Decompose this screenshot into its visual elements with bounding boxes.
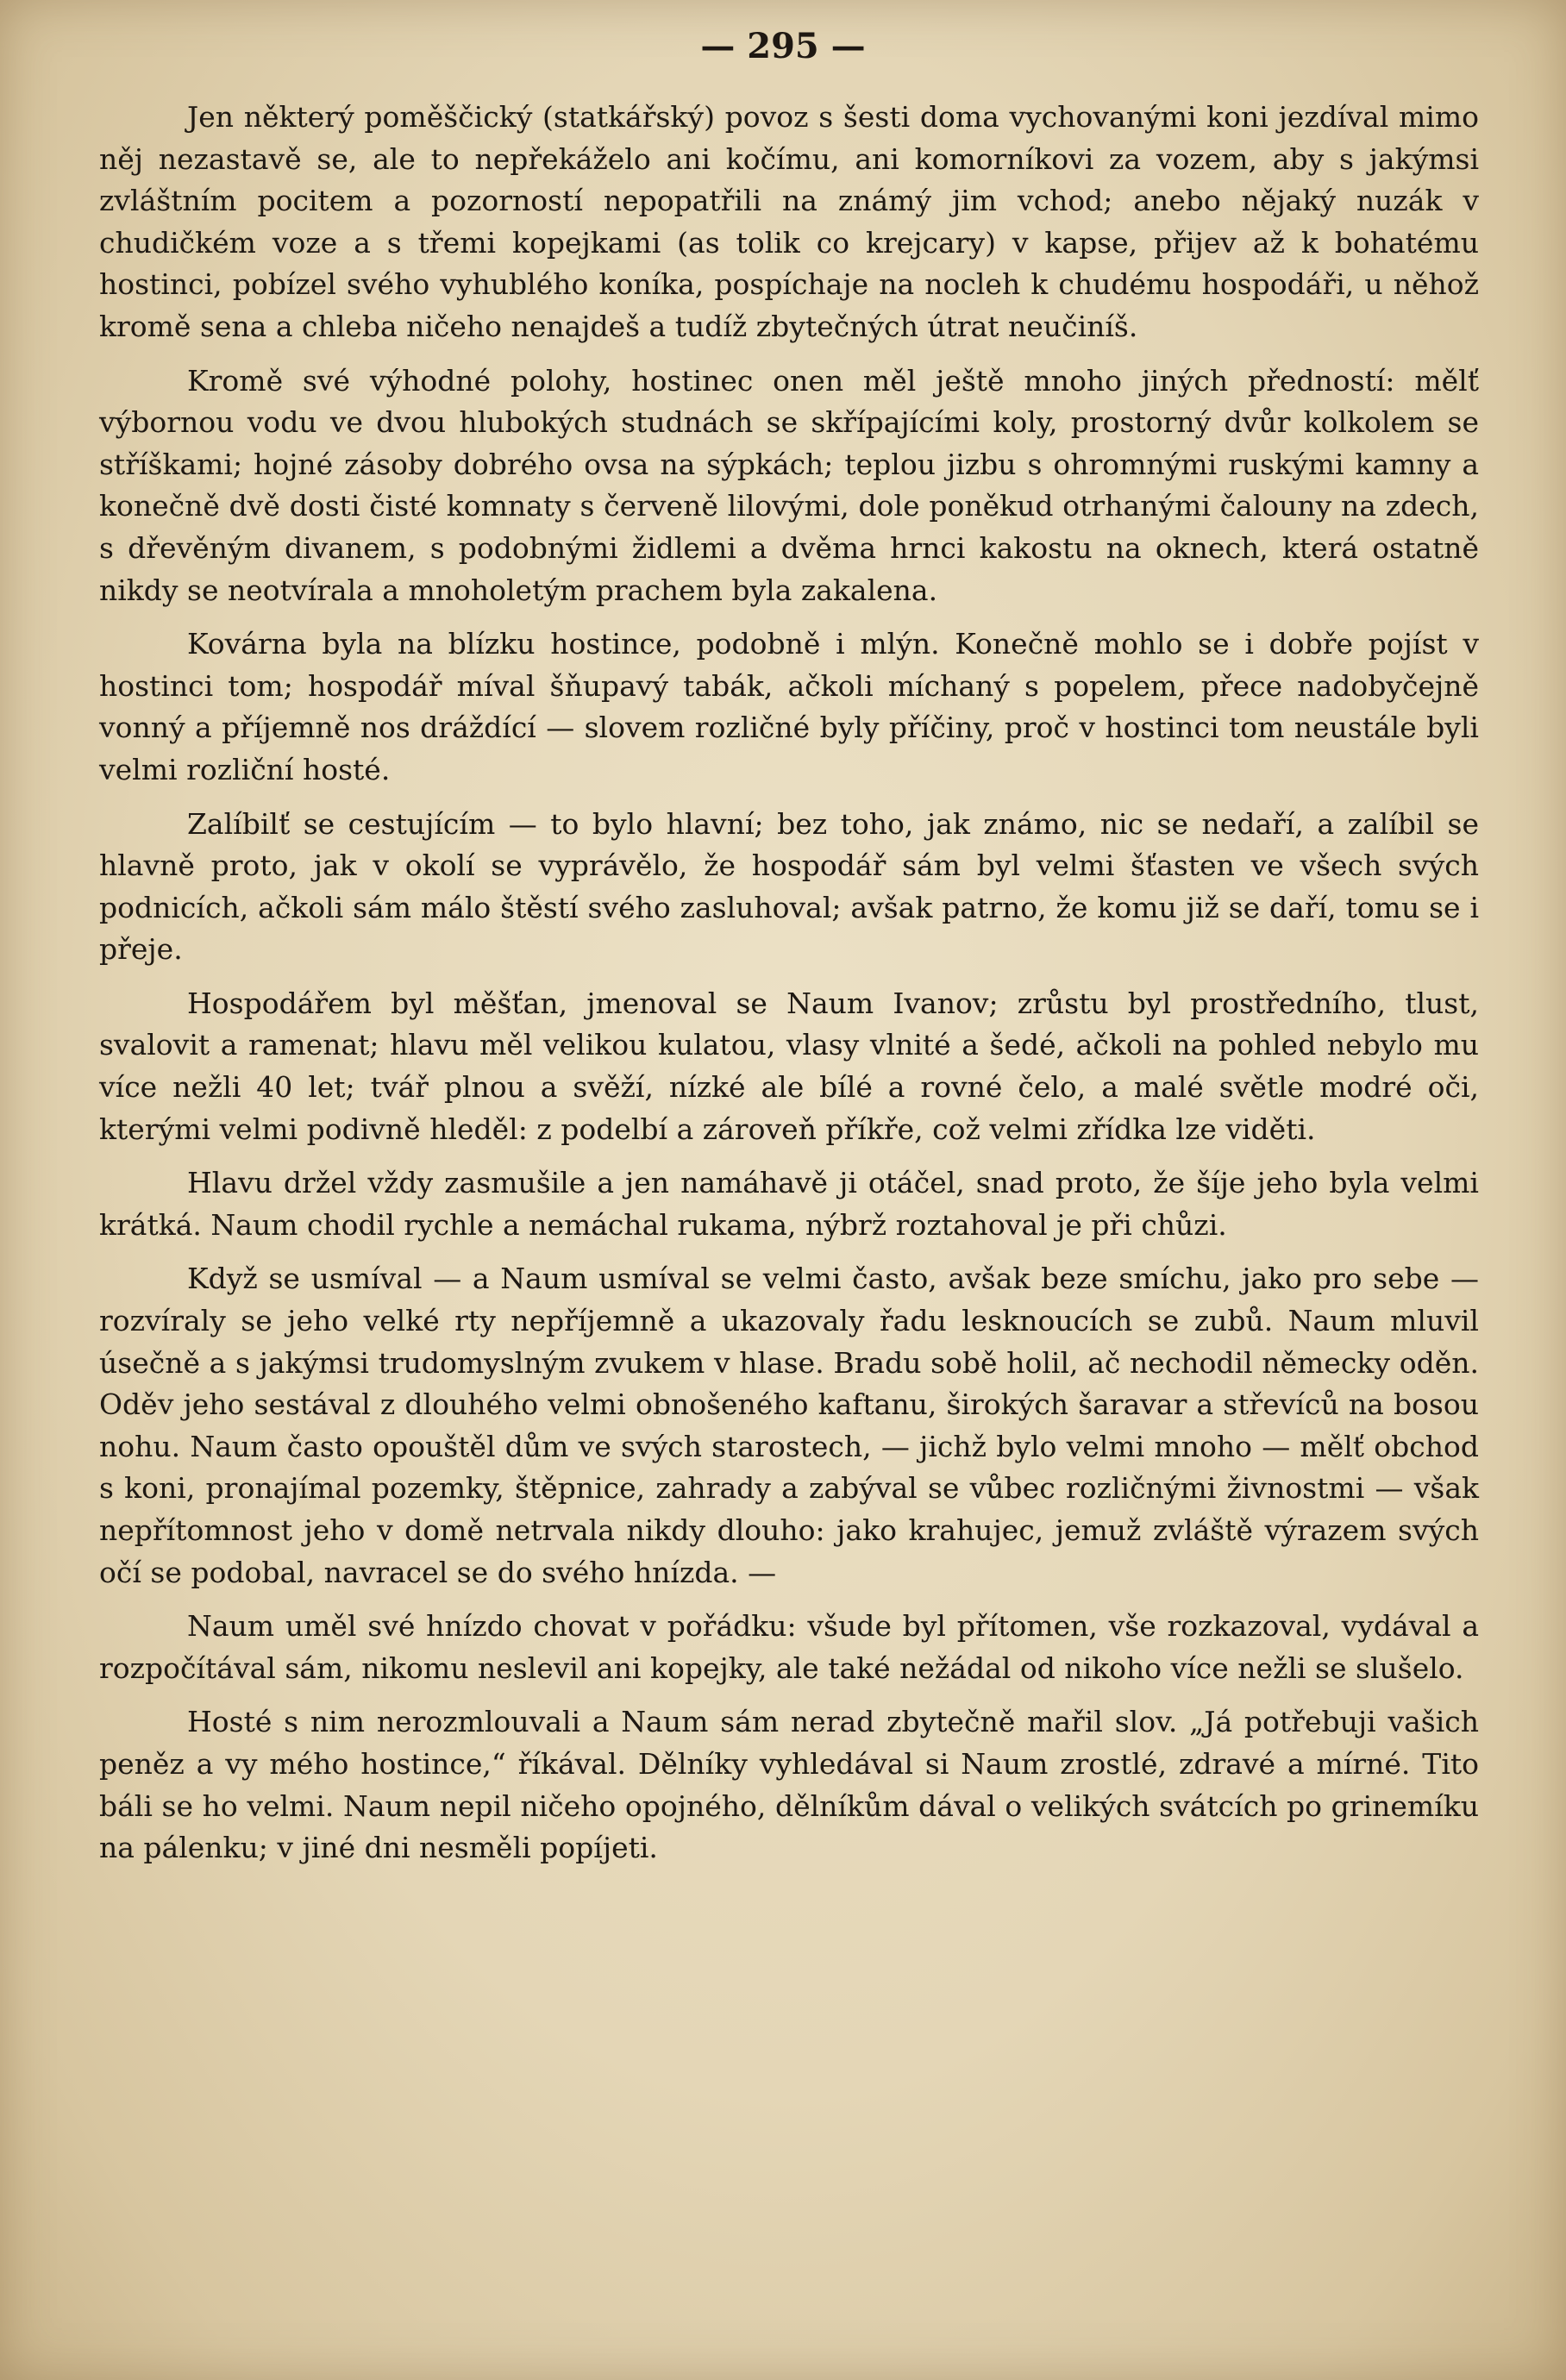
paragraph: Jen některý poměščický (statkářský) povoz s šesti doma vychovanými koni jezdíval mimo něj nezastavě se, ale to nepřekáželo ani kočímu, ani komorníkovi za vozem, aby s jakýmsi zvláštním pocitem a pozorností nepopatřili na známý jim vchod; anebo nějaký nuzák v chudičkém voze a s třemi kopejkami (as tolik co krejcary) v kapse, přijev až k bohatému hostinci, pobízel svého vyhublého koníka, pospíchaje na nocleh k chudému hospodáři, u něhož kromě sena a chleba ničeho nenajdeš a tudíž zbytečných útrat neučiníš. <box>99 100 1479 343</box>
paragraph: Zalíbilť se cestujícím — to bylo hlavní; bez toho, jak známo, nic se nedaří, a zalíbil se hlavně proto, jak v okolí se vyprávělo, že hospodář sám byl velmi šťasten ve všech svých podnicích, ačkoli sám málo štěstí svého zasluhoval; avšak patrno, že komu již se daří, tomu se i přeje. <box>99 806 1479 967</box>
paragraph: Kovárna byla na blízku hostince, podobně i mlýn. Konečně mohlo se i dobře pojíst v hostinci tom; hospodář míval šňupavý tabák, ačkoli míchaný s popelem, přece nadobyčejně vonný a příjemně nos dráždící — slovem rozličné byly příčiny, proč v hostinci tom neustále byli velmi rozliční hosté. <box>99 627 1479 786</box>
paragraph: Když se usmíval — a Naum usmíval se velmi často, avšak beze smíchu, jako pro sebe — rozvíraly se jeho velké rty nepříjemně a ukazovaly řadu lesknoucích se zubů. Naum mluvil úsečně a s jakýmsi trudomyslným zvukem v hlase. Bradu sobě holil, ač nechodil německy oděn. Oděv jeho sestával z dlouhého velmi obnošeného kaftanu, širokých šaravar a střevíců na bosou nohu. Naum často opouštěl dům ve svých starostech, — jichž bylo velmi mnoho — mělť obchod s koni, pronajímal pozemky, štěpnice, zahrady a zabýval se vůbec rozličnými živnostmi — však nepřítomnost jeho v domě netrvala nikdy dlouho: jako krahujec, jemuž zvláště výrazem svých očí se podobal, navracel se do svého hnízda. — <box>99 1262 1479 1589</box>
paragraph: Hosté s nim nerozmlouvali a Naum sám nerad zbytečně mařil slov. „Já potřebuji vašich peněz a vy mého hostince,“ říkával. Dělníky vyhledával si Naum zrostlé, zdravé a mírné. Tito báli se ho velmi. Naum nepil ničeho opojného, dělníkům dával o velikých svátcích po grinemíku na pálenku; v jiné dni nesměli popíjeti. <box>99 1705 1479 1865</box>
page-number: — 295 — <box>700 26 866 66</box>
text-body <box>99 97 1479 1882</box>
paragraph: Kromě své výhodné polohy, hostinec onen měl ještě mnoho jiných předností: mělť výbornou vodu ve dvou hlubokých studnách se skřípajícími koly, prostorný dvůr kolkolem se stříškami; hojné zásoby dobrého ovsa na sýpkách; teplou jizbu s ohromnými ruskými kamny a konečně dvě dosti čisté komnaty s červeně lilovými, dole poněkud otrhanými čalouny na zdech, s dřevěným divanem, s podobnými židlemi a dvěma hrnci kakostu na oknech, která ostatně nikdy se neotvírala a mnoholetým prachem byla zakalena. <box>99 363 1479 607</box>
paragraph: Hospodářem byl měšťan, jmenoval se Naum Ivanov; zrůstu byl prostředního, tlust, svalovit a ramenat; hlavu měl velikou kulatou, vlasy vlnité a šedé, ačkoli na pohled nebylo mu více nežli 40 let; tvář plnou a svěží, nízké ale bílé a rovné čelo, a malé světle modré oči, kterými velmi podivně hleděl: z podelbí a zároveň příkře, což velmi zřídka lze viděti. <box>99 986 1479 1146</box>
paragraph: Hlavu držel vždy zasmušile a jen namáhavě ji otáčel, snad proto, že šíje jeho byla velmi krátká. Naum chodil rychle a nemáchal rukama, nýbrž roztahoval je při chůzi. <box>99 1166 1479 1242</box>
paragraph: Naum uměl své hnízdo chovat v pořádku: všude byl přítomen, vše rozkazoval, vydával a rozpočítával sám, nikomu neslevil ani kopejky, ale také nežádal od nikoho více nežli se slušelo. <box>99 1609 1479 1685</box>
